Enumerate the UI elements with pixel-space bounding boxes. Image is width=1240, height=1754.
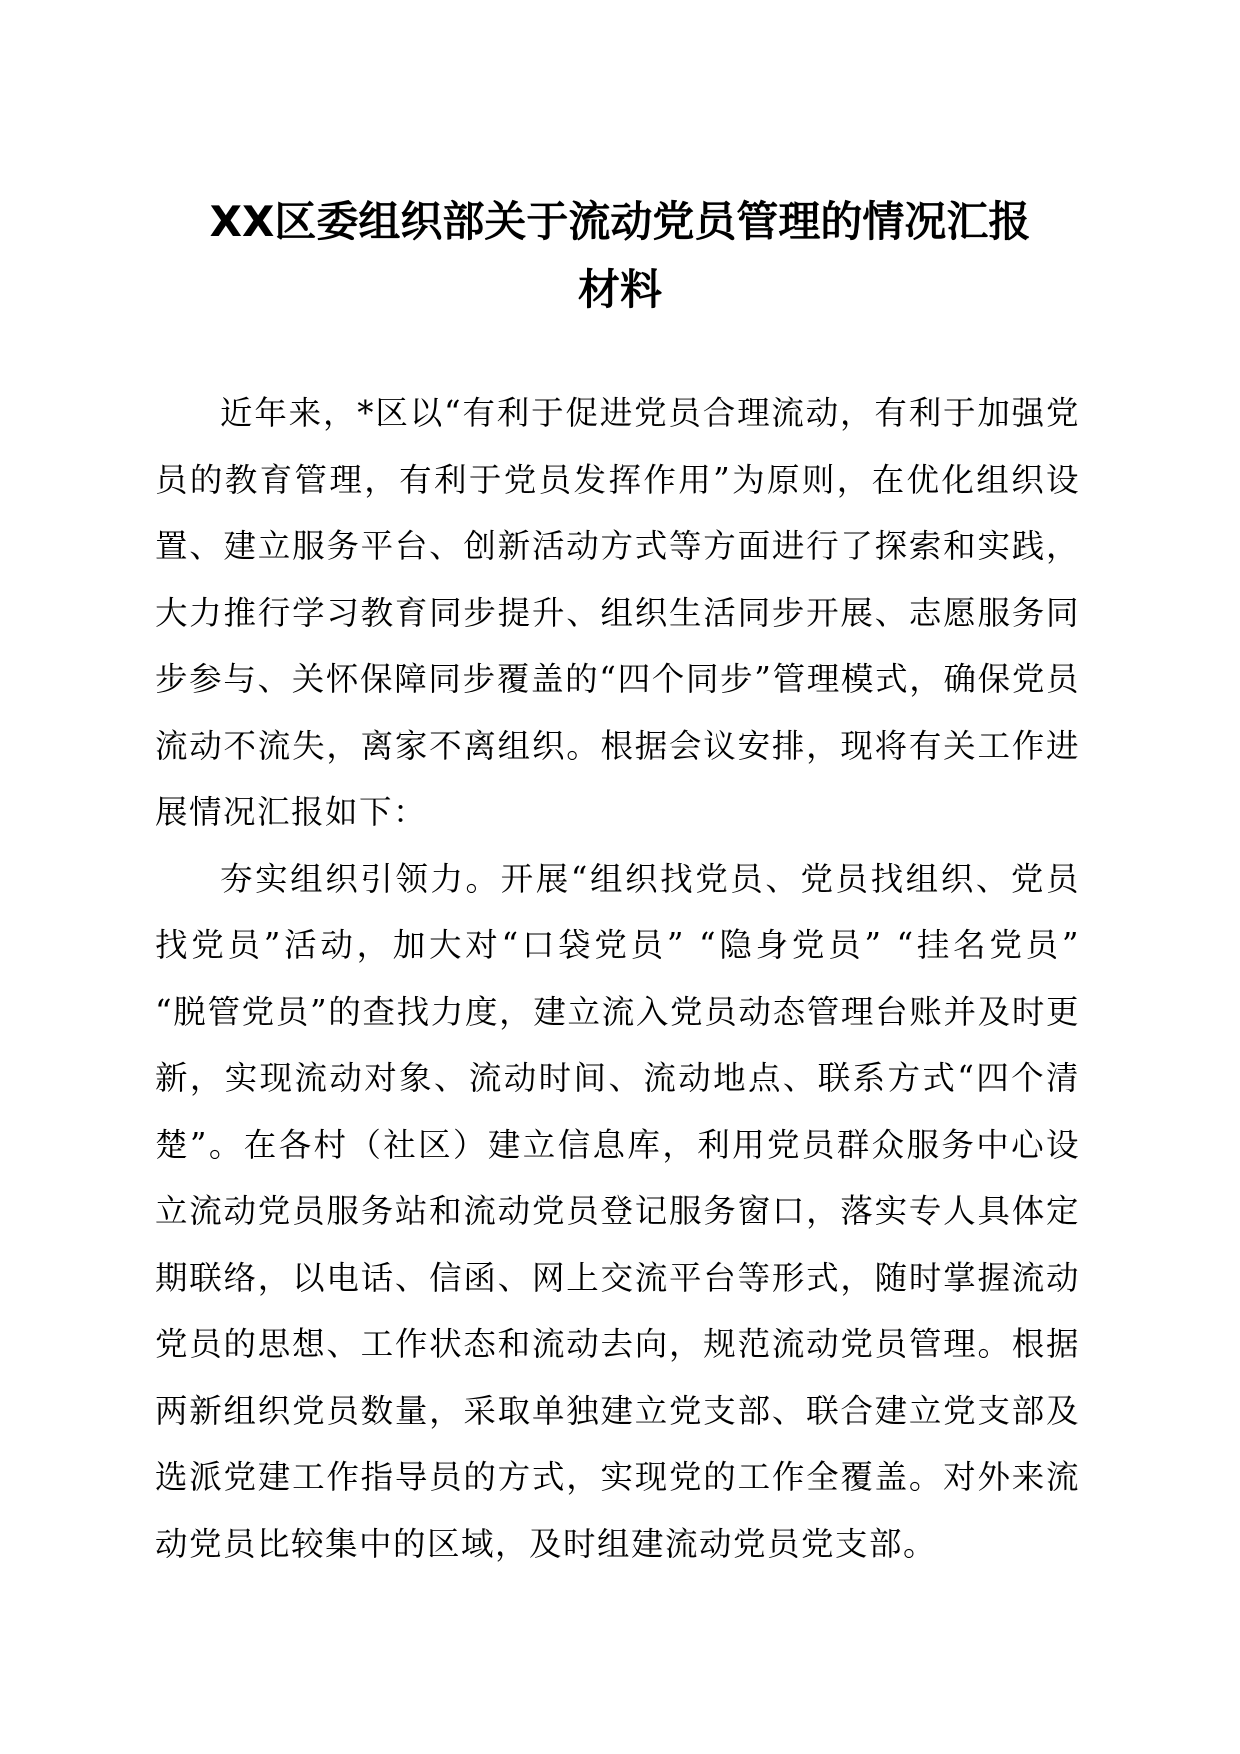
document-title	[140, 188, 1100, 324]
paragraph-organization: 夯实组织引领力。开展“组织找党员、党员找组织、党员找党员”活动，加大对“口袋党员” “隐身党员” “挂名党员” “脱管党员”的查找力度，建立流入党员动态管理台账并及时更新，实现流动对象、流动时间、流动地点、联系方式“四个清楚”。在各村（社区）建立信息库，利用党员群众服务中心设立流动党员服务站和流动党员登记服务窗口，落实专人具体定期联络，以电话、信函、网上交流平台等形式，随时掌握流动党员的思想、工作状态和流动去向，规范流动党员管理。根据两新组织党员数量，采取单独建立党支部、联合建立党支部及选派党建工作指导员的方式，实现党的工作全覆盖。对外来流动党员比较集中的区域，及时组建流动党员党支部。	[155, 859, 1080, 1563]
title-line-1: XX区委组织部关于流动党员管理的情况汇报	[209, 197, 1031, 246]
title-line-2: 材料	[577, 265, 662, 314]
document-body	[155, 380, 1080, 1577]
paragraph-intro: 近年来，*区以“有利于促进党员合理流动，有利于加强党员的教育管理，有利于党员发挥作用”为原则，在优化组织设置、建立服务平台、创新活动方式等方面进行了探索和实践，大力推行学习教育同步提升、组织生活同步开展、志愿服务同步参与、关怀保障同步覆盖的“四个同步”管理模式，确保党员流动不流失，离家不离组织。根据会议安排，现将有关工作进展情况汇报如下：	[155, 394, 1080, 831]
